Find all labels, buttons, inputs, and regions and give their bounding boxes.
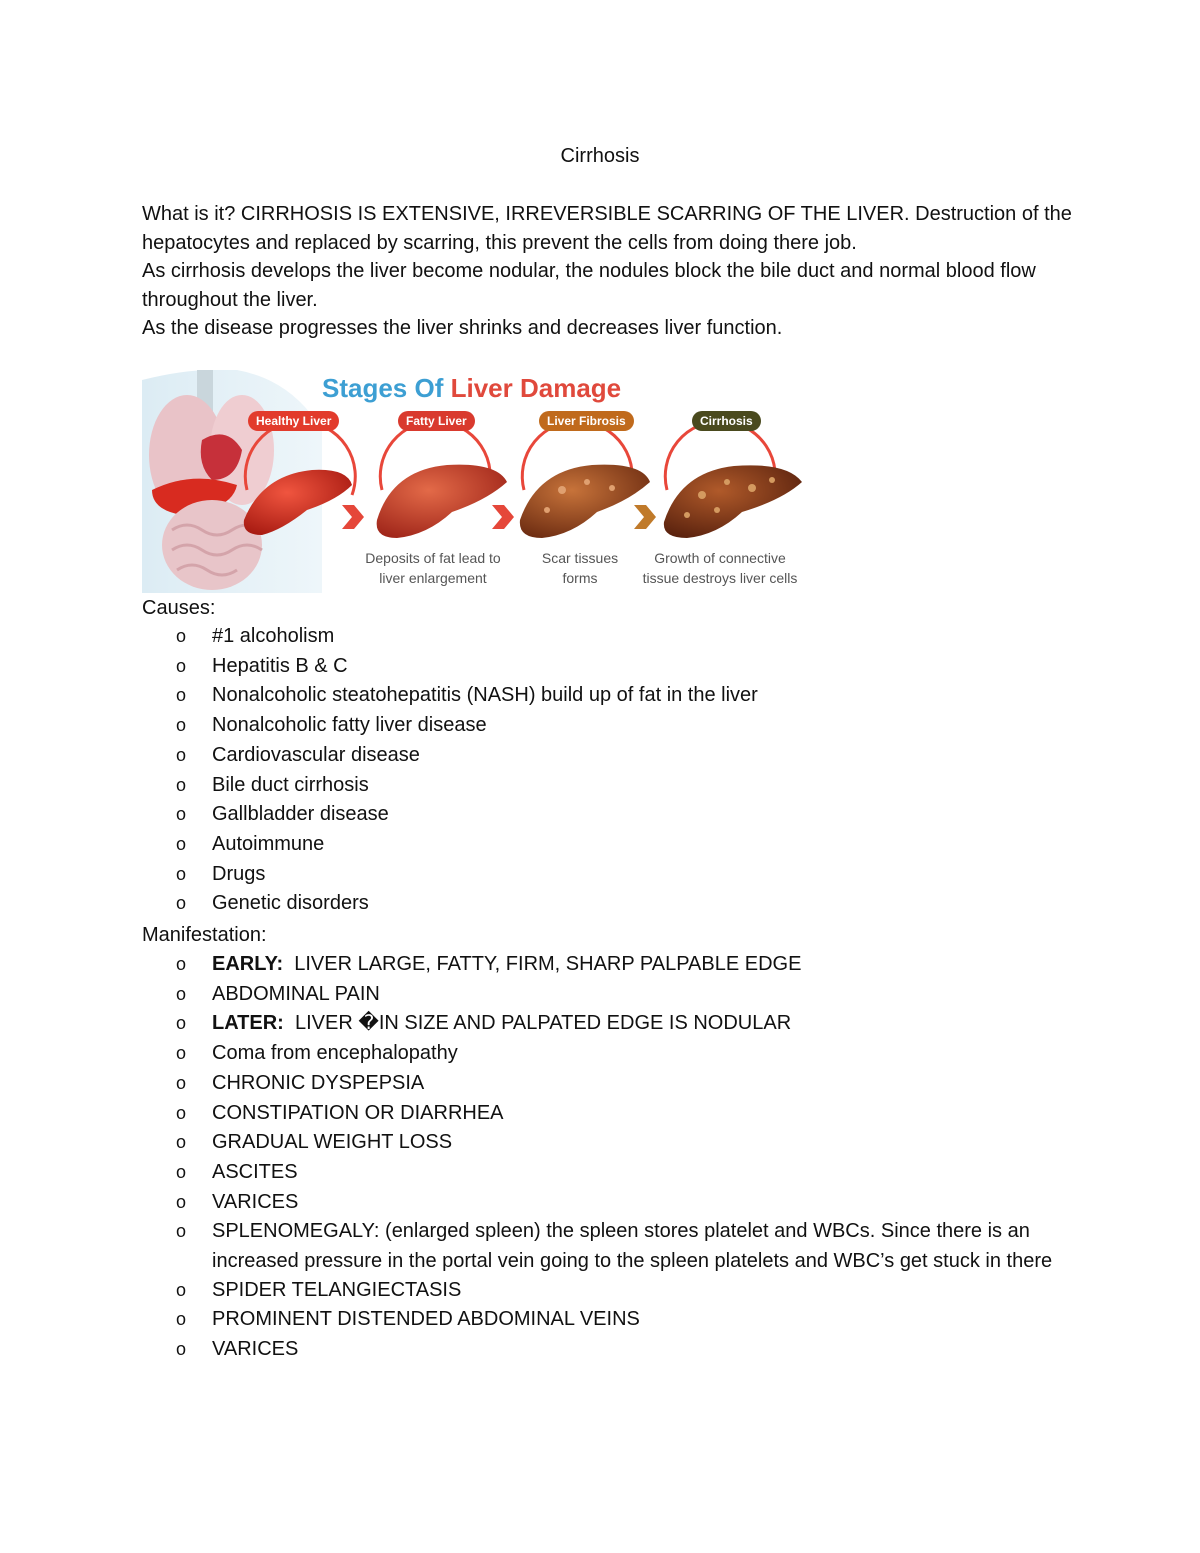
bullet-marker: o: [176, 1013, 187, 1034]
list-item: o Coma from encephalopathy: [0, 1039, 1062, 1069]
manifestation-heading: Manifestation:: [142, 924, 267, 946]
bullet-marker: o: [176, 863, 187, 884]
bullet-marker: o: [176, 1043, 187, 1064]
list-item: o VARICES: [0, 1335, 1062, 1365]
bullet-marker: o: [176, 804, 187, 825]
bullet-marker: o: [176, 626, 187, 646]
bullet-marker: o: [176, 655, 187, 676]
manifestation-list: [0, 950, 1200, 1365]
bullet-marker: o: [176, 833, 187, 854]
figure-caption: Deposits of fat lead to liver enlargement: [365, 550, 501, 586]
bullet-marker: o: [176, 983, 187, 1004]
list-item: o PROMINENT DISTENDED ABDOMINAL VEINS: [0, 1305, 1062, 1335]
list-item: o Nonalcoholic fatty liver disease: [0, 711, 1062, 741]
figure-caption: Growth of connective tissue destroys liver cells: [642, 550, 798, 586]
bullet-marker: o: [176, 893, 187, 914]
stage-badge-cirrhosis: Cirrhosis: [692, 411, 761, 431]
bullet-marker: o: [176, 1161, 187, 1182]
figure-caption: Scar tissues forms: [541, 550, 619, 586]
bullet-marker: o: [176, 685, 187, 706]
bullet-marker: o: [176, 744, 187, 765]
list-item: o Bile duct cirrhosis: [0, 771, 1062, 801]
list-item: o Gallbladder disease: [0, 800, 1062, 830]
intro-paragraph: As the disease progresses the liver shrinks and decreases liver function.: [142, 317, 783, 339]
list-item: o Hepatitis B & C: [0, 652, 1062, 682]
stage-badge-healthy: Healthy Liver: [248, 411, 339, 431]
list-item: o ABDOMINAL PAIN: [0, 980, 1062, 1010]
bullet-marker: o: [176, 1072, 187, 1093]
list-item: o ASCITES: [0, 1158, 1062, 1188]
list-item: o GRADUAL WEIGHT LOSS: [0, 1128, 1062, 1158]
list-item: o Cardiovascular disease: [0, 741, 1062, 771]
stage-fibrosis: [520, 421, 650, 538]
intro-text: [142, 200, 1072, 343]
stage-badge-fibrosis: Liver Fibrosis: [539, 411, 634, 431]
list-item: o Genetic disorders: [0, 889, 1062, 919]
list-item: o VARICES: [0, 1188, 1062, 1218]
list-item: o LATER: LIVER �IN SIZE AND PALPATED EDGE IS NODULAR: [0, 1009, 1062, 1039]
bullet-marker: o: [176, 954, 187, 974]
bullet-marker: o: [176, 774, 187, 795]
bullet-marker: o: [176, 1102, 187, 1123]
list-item: o SPLENOMEGALY: (enlarged spleen) the spleen stores platelet and WBCs. Since there is an increased pressure in the portal vein going to the spleen platelets and WBC’s get stuck in there: [0, 1217, 1062, 1275]
bullet-marker: o: [176, 1279, 187, 1300]
intro-paragraph: As cirrhosis develops the liver become nodular, the nodules block the bile duct and normal blood flow throughout the liver.: [142, 260, 1036, 311]
bullet-marker: o: [176, 1191, 187, 1212]
stage-cirrhosis: [664, 421, 802, 538]
bullet-marker: o: [176, 715, 187, 736]
stage-arrow: [634, 505, 656, 529]
stage-badge-fatty: Fatty Liver: [398, 411, 475, 431]
list-item: o Autoimmune: [0, 830, 1062, 860]
list-item: o CONSTIPATION OR DIARRHEA: [0, 1099, 1062, 1129]
list-item: o Nonalcoholic steatohepatitis (NASH) build up of fat in the liver: [0, 681, 1062, 711]
causes-list: [0, 622, 1200, 919]
causes-heading: Causes:: [142, 597, 216, 619]
stage-fatty: [377, 421, 507, 538]
stage-arrow: [492, 505, 514, 529]
page-title: Cirrhosis: [560, 145, 640, 167]
liver-stages-figure: [142, 370, 810, 593]
list-item: o Drugs: [0, 860, 1062, 890]
figure-title: Stages Of Liver Damage: [322, 373, 622, 403]
bullet-marker: o: [176, 1309, 187, 1330]
bullet-marker: o: [176, 1221, 187, 1242]
stage-arrow: [342, 505, 364, 529]
list-item: o EARLY: LIVER LARGE, FATTY, FIRM, SHARP PALPABLE EDGE: [0, 950, 1062, 980]
list-item: o CHRONIC DYSPEPSIA: [0, 1069, 1062, 1099]
list-item: o #1 alcoholism: [0, 622, 1062, 652]
intro-paragraph: What is it? CIRRHOSIS IS EXTENSIVE, IRREVERSIBLE SCARRING OF THE LIVER. Destruction of the hepatocytes and replaced by scarring, this prevent the cells from doing there job.: [142, 203, 1072, 254]
bullet-marker: o: [176, 1339, 187, 1360]
bullet-marker: o: [176, 1132, 187, 1153]
list-item: o SPIDER TELANGIECTASIS: [0, 1276, 1062, 1306]
